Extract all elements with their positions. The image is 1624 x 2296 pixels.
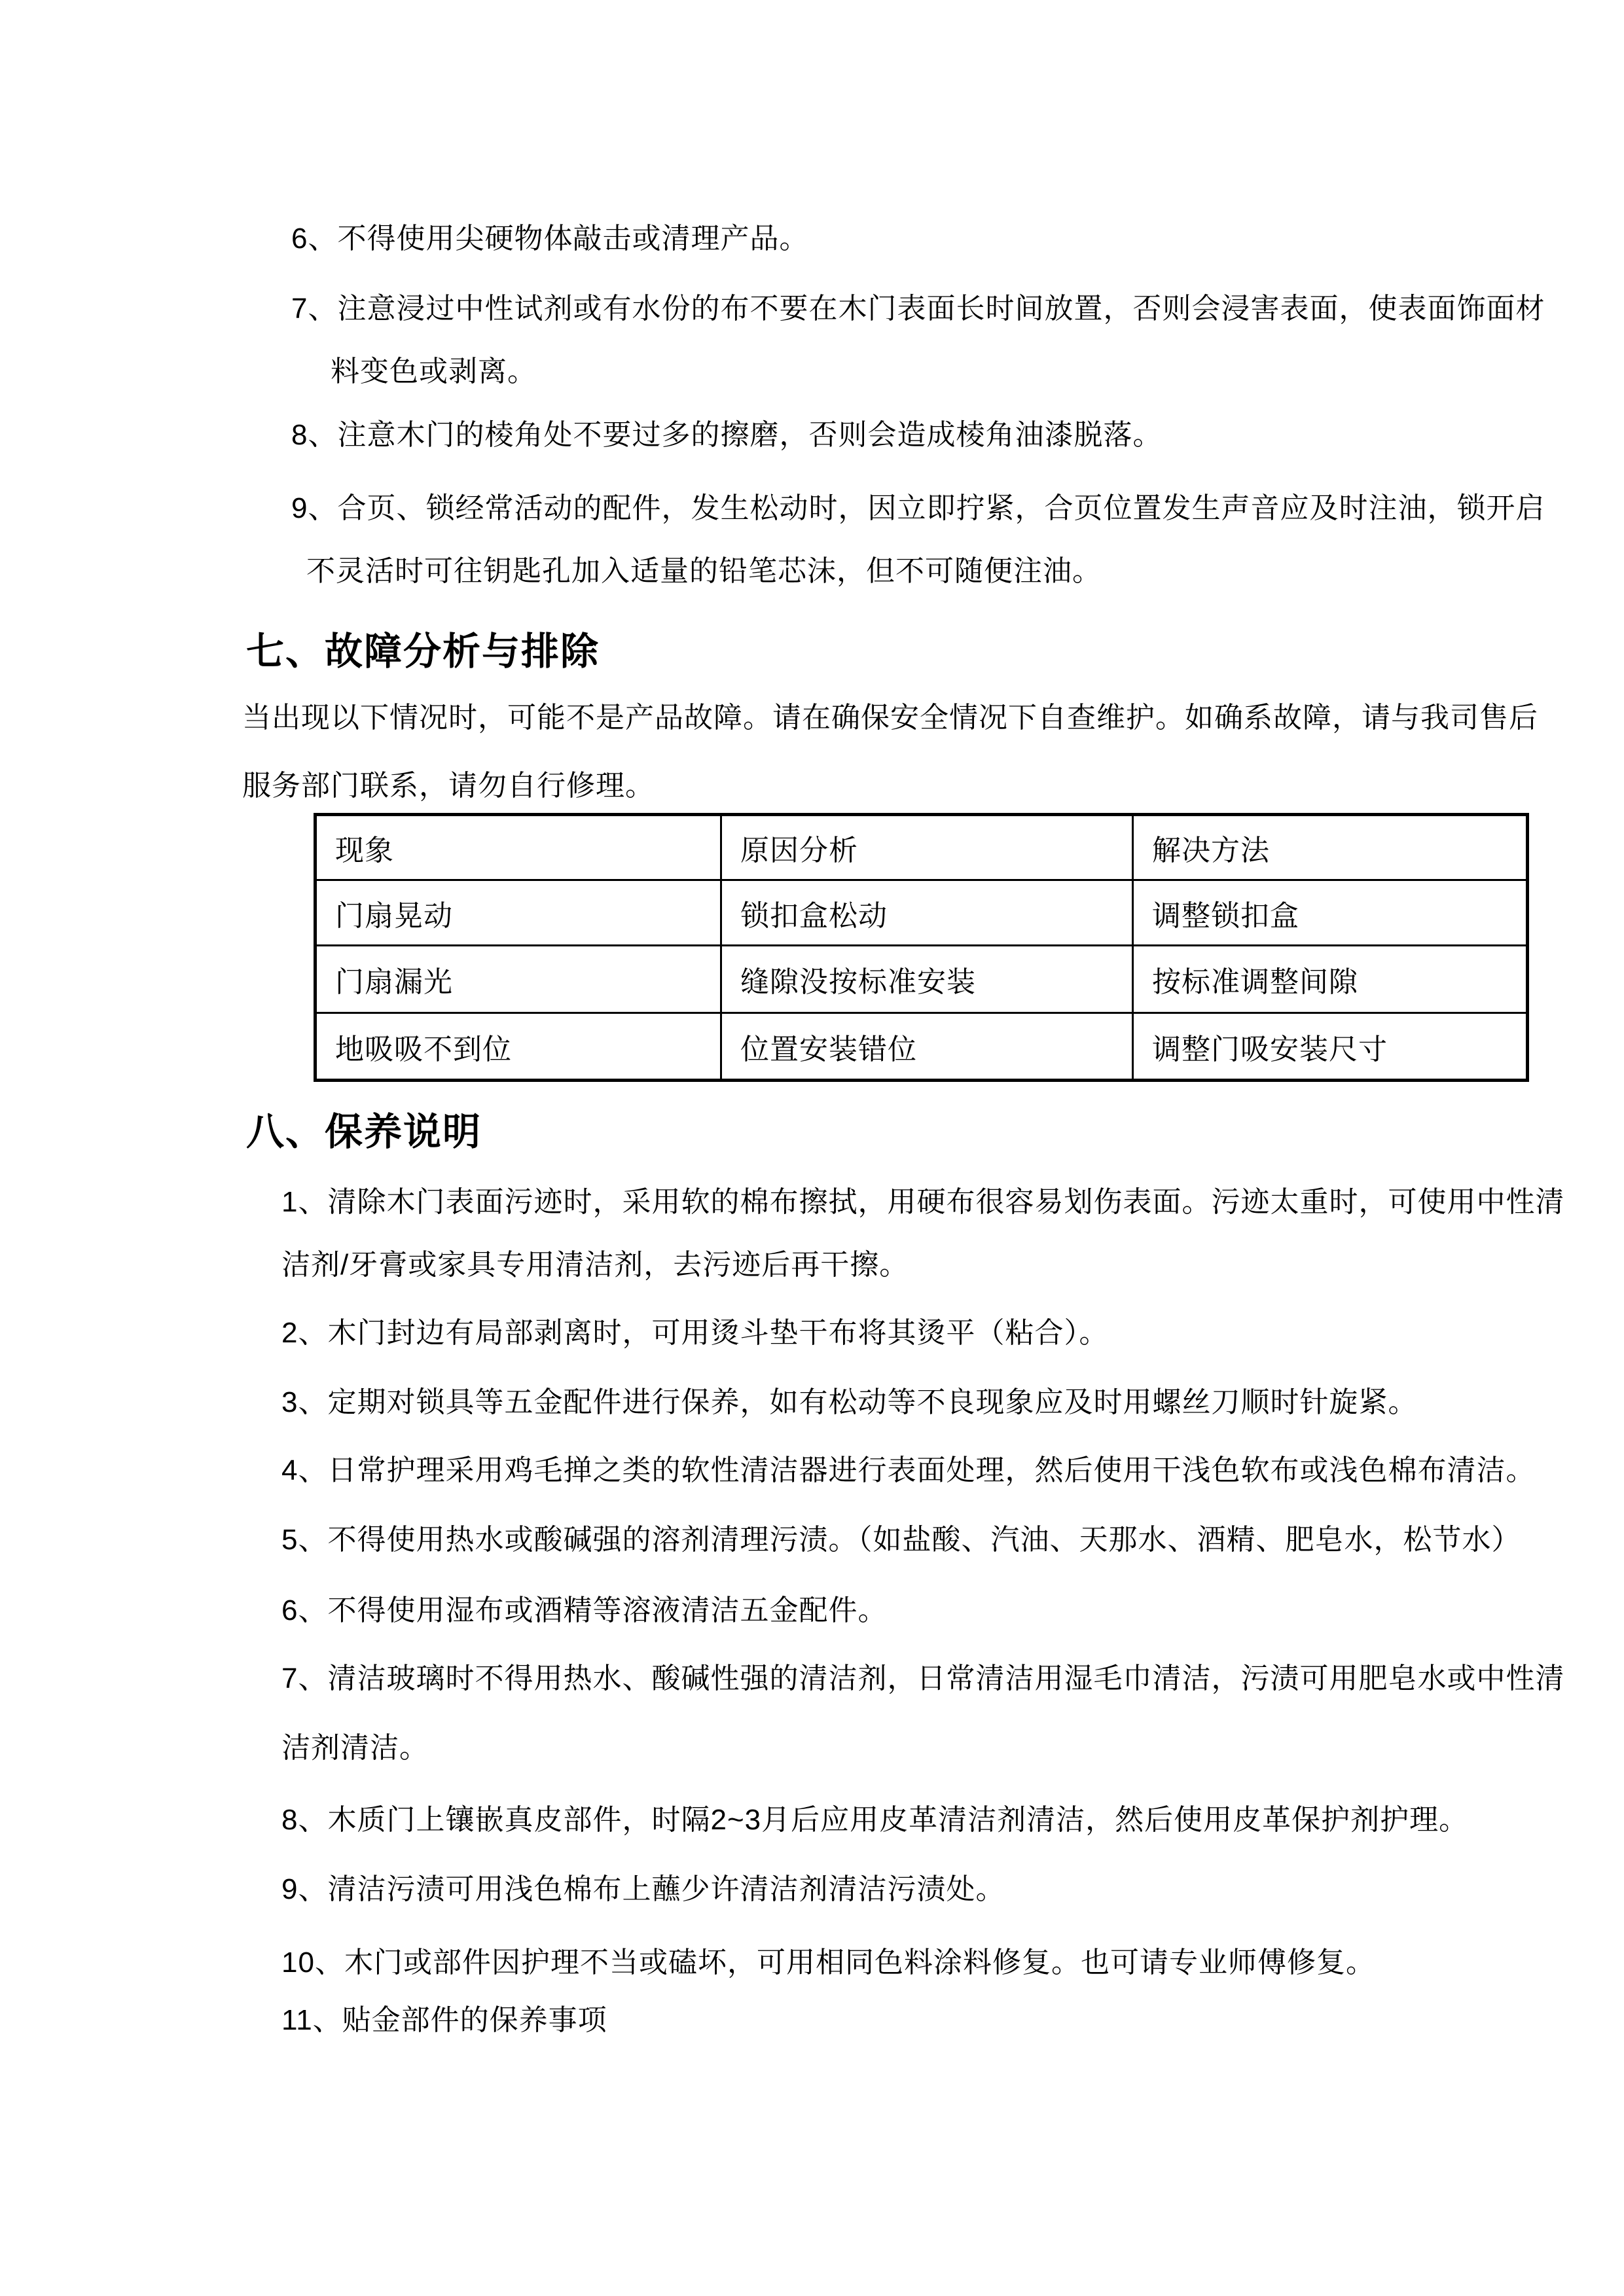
item-number: 6、	[291, 223, 338, 255]
item-text: 清洁污渍可用浅色棉布上蘸少许清洁剂清洁污渍处。	[327, 1873, 1005, 1905]
intro-item-continuation-line: 不灵活时可往钥匙孔加入适量的铅笔芯沫，但不可随便注油。	[306, 555, 1102, 587]
table-cell: 调整锁扣盒	[1133, 880, 1528, 946]
intro-item-line	[291, 293, 1545, 326]
table-row	[316, 880, 1528, 946]
item-number: 3、	[281, 1386, 328, 1418]
care-item-line	[281, 1386, 1417, 1420]
item-number: 9、	[281, 1873, 328, 1905]
care-item-line	[281, 1662, 1564, 1696]
care-item-line	[281, 1804, 1468, 1837]
item-text: 清洁玻璃时不得用热水、酸碱性强的清洁剂，日常清洁用湿毛巾清洁，污渍可用肥皂水或中性清	[327, 1662, 1565, 1695]
item-text: 贴金部件的保养事项	[342, 2004, 607, 2036]
item-number: 7、	[281, 1662, 328, 1695]
item-text: 清除木门表面污迹时，采用软的棉布擦拭，用硬布很容易划伤表面。污迹太重时，可使用中性清	[327, 1186, 1565, 1218]
table-cell: 门扇漏光	[316, 946, 721, 1013]
item-text: 日常护理采用鸡毛掸之类的软性清洁器进行表面处理，然后使用干浅色软布或浅色棉布清洁。	[327, 1454, 1536, 1486]
intro-item-continuation-line: 料变色或剥离。	[331, 355, 537, 387]
item-number: 1、	[281, 1186, 328, 1218]
care-item-line	[281, 1454, 1535, 1488]
care-item-continuation-line: 洁剂/牙膏或家具专用清洁剂，去污迹后再干擦。	[281, 1249, 909, 1281]
item-text: 注意木门的棱角处不要过多的擦磨，否则会造成棱角油漆脱落。	[337, 419, 1163, 451]
item-number: 9、	[291, 492, 338, 524]
item-number: 8、	[281, 1804, 328, 1836]
intro-item-line	[291, 419, 1162, 452]
item-number: 7、	[291, 293, 338, 325]
item-text: 定期对锁具等五金配件进行保养，如有松动等不良现象应及时用螺丝刀顺时针旋紧。	[327, 1386, 1418, 1418]
item-number: 5、	[281, 1524, 328, 1556]
table-header-row	[316, 815, 1528, 880]
table-row	[316, 1013, 1528, 1081]
table-cell: 按标准调整间隙	[1133, 946, 1528, 1013]
item-text: 木门或部件因护理不当或磕坏，可用相同色料涂料修复。也可请专业师傅修复。	[344, 1946, 1375, 1979]
care-item-line	[281, 1317, 1108, 1350]
item-number: 10、	[281, 1946, 344, 1979]
care-item-line	[281, 2004, 607, 2037]
item-number: 8、	[291, 419, 338, 451]
table-cell: 门扇晃动	[316, 880, 721, 946]
care-item-continuation-line: 洁剂清洁。	[281, 1732, 429, 1764]
item-text: 木门封边有局部剥离时，可用烫斗垫干布将其烫平（粘合）。	[327, 1317, 1109, 1349]
care-item-line	[281, 1186, 1564, 1219]
care-item-line	[281, 1594, 887, 1628]
item-number: 2、	[281, 1317, 328, 1349]
paragraph-line: 当出现以下情况时，可能不是产品故障。请在确保安全情况下自查维护。如确系故障，请与我司售后	[242, 702, 1538, 734]
item-text: 不得使用湿布或酒精等溶液清洁五金配件。	[327, 1594, 888, 1626]
intro-item-line	[291, 492, 1545, 526]
item-number: 4、	[281, 1454, 328, 1486]
item-text: 木质门上镶嵌真皮部件，时隔2~3月后应用皮革清洁剂清洁，然后使用皮革保护剂护理。	[327, 1804, 1469, 1836]
care-item-line	[281, 1873, 1005, 1907]
item-text: 注意浸过中性试剂或有水份的布不要在木门表面长时间放置，否则会浸害表面，使表面饰面材	[337, 293, 1545, 325]
table-cell: 调整门吸安装尺寸	[1133, 1013, 1528, 1081]
item-text: 合页、锁经常活动的配件，发生松动时，因立即拧紧，合页位置发生声音应及时注油，锁开启	[337, 492, 1545, 524]
table-header-cell: 解决方法	[1133, 815, 1528, 880]
item-text: 不得使用热水或酸碱强的溶剂清理污渍。（如盐酸、汽油、天那水、酒精、肥皂水，松节水）	[327, 1524, 1521, 1556]
intro-item-line	[291, 223, 808, 256]
item-number: 11、	[281, 2004, 342, 2036]
fault-section-heading: 七、故障分析与排除	[246, 630, 600, 673]
table-cell: 地吸吸不到位	[316, 1013, 721, 1081]
table-row	[316, 946, 1528, 1013]
care-item-line	[281, 1946, 1375, 1980]
table-cell: 缝隙没按标准安装	[721, 946, 1133, 1013]
table-cell: 锁扣盒松动	[721, 880, 1133, 946]
care-section-heading: 八、保养说明	[246, 1111, 482, 1153]
table-header-cell: 原因分析	[721, 815, 1133, 880]
paragraph-line: 服务部门联系，请勿自行修理。	[242, 770, 655, 802]
care-item-line	[281, 1524, 1521, 1557]
table-cell: 位置安装错位	[721, 1013, 1133, 1081]
item-text: 不得使用尖硬物体敲击或清理产品。	[337, 223, 809, 255]
item-number: 6、	[281, 1594, 328, 1626]
fault-table	[314, 813, 1529, 1082]
table-header-cell: 现象	[316, 815, 721, 880]
